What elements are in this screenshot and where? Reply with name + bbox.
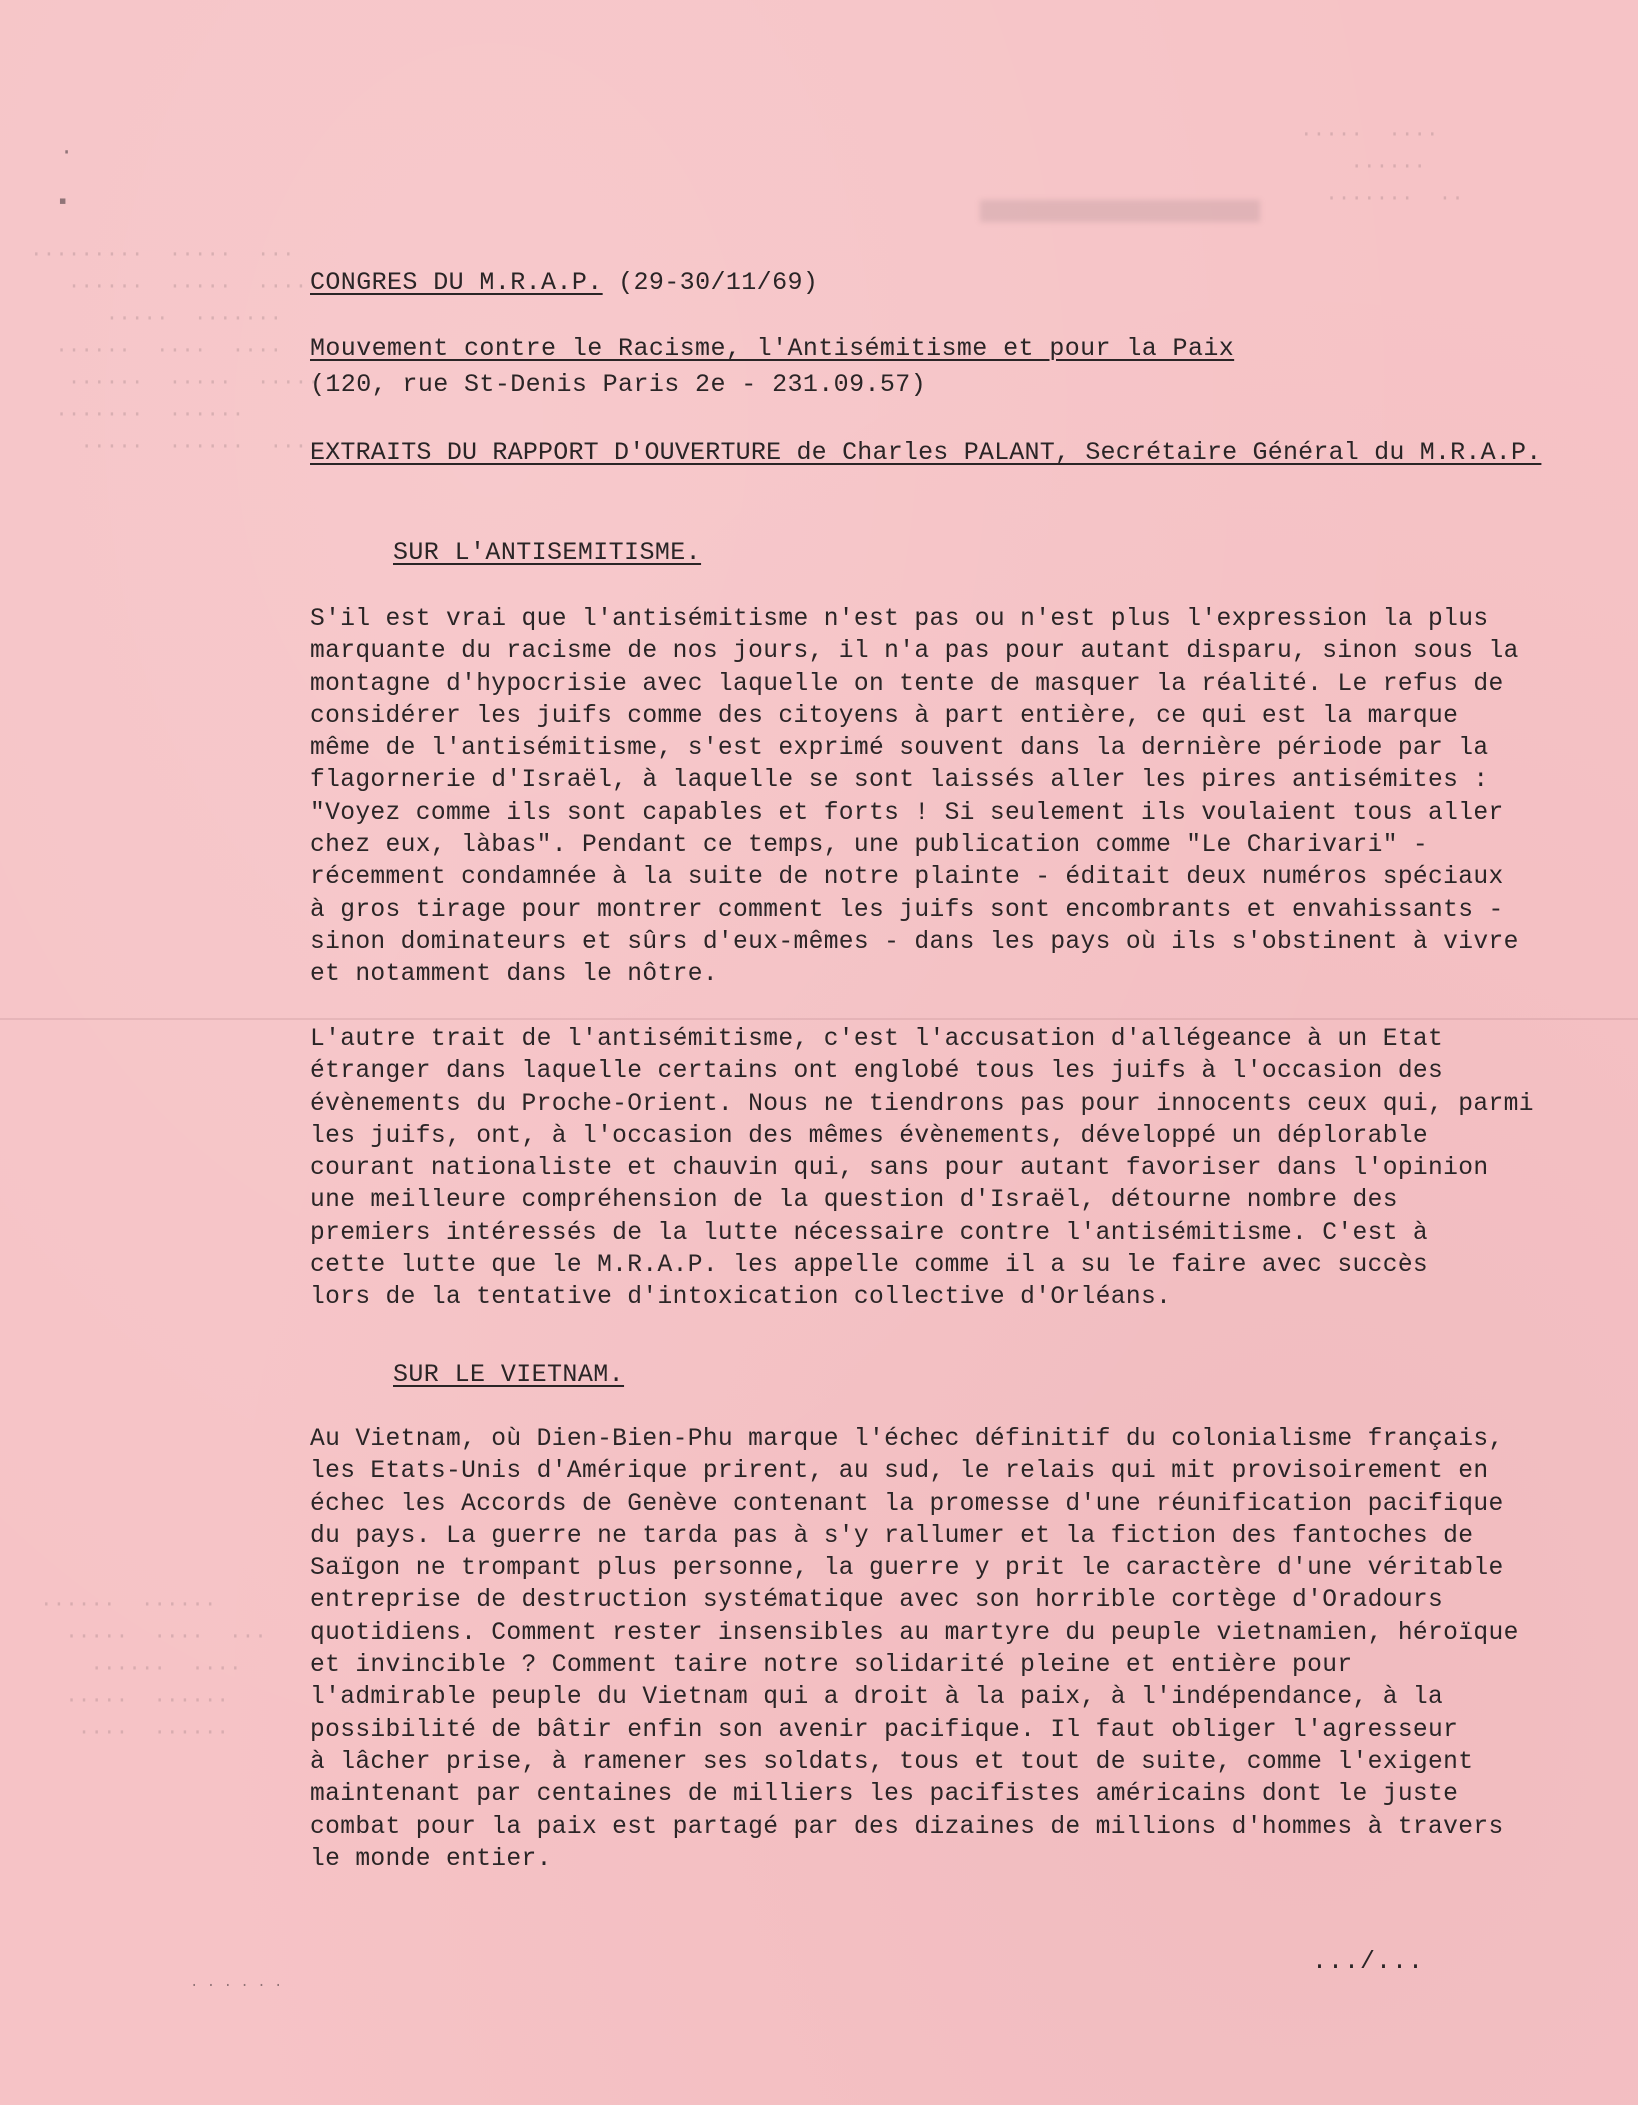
text-line: et notamment dans le nôtre. xyxy=(310,961,718,989)
show-through-left-lower: ······ ······ ····· ···· ··· ······ ···· ····· ······ ···· ······ xyxy=(40,1594,267,1745)
text-line: quotidiens. Comment rester insensibles au martyre du peuple vietnamien, héroïque xyxy=(310,1619,1519,1647)
address: (120, rue St-Denis Paris 2e - 231.09.57) xyxy=(310,370,927,399)
text-line: possibilité de bâtir enfin son avenir pacifique. Il faut obliger l'agresseur xyxy=(310,1716,1459,1744)
congress-title: CONGRES DU M.R.A.P. xyxy=(310,268,603,297)
margin-mark: ▪ xyxy=(56,190,70,215)
text-line: "Voyez comme ils sont capables et forts ! Si seulement ils voulaient tous aller xyxy=(310,799,1504,827)
text-line: à lâcher prise, à ramener ses soldats, tous et tout de suite, comme l'exigent xyxy=(310,1748,1474,1776)
margin-mark: · xyxy=(60,140,74,165)
congress-dates: (29-30/11/69) xyxy=(618,268,819,297)
text-line: entreprise de destruction systématique avec son horrible cortège d'Oradours xyxy=(310,1587,1444,1615)
text-line: considérer les juifs comme des citoyens à part entière, ce qui est la marque xyxy=(310,702,1459,730)
text-line: et invincible ? Comment taire notre solidarité pleine et entière pour xyxy=(310,1652,1353,1680)
text-line: sinon dominateurs et sûrs d'eux-mêmes - dans les pays où ils s'obstinent à vivre xyxy=(310,928,1519,956)
text-line: combat pour la paix est partagé par des dizaines de millions d'hommes à travers xyxy=(310,1813,1504,1841)
text-line: une meilleure compréhension de la question d'Israël, détourne nombre des xyxy=(310,1187,1398,1215)
text-line: évènements du Proche-Orient. Nous ne tiendrons pas pour innocents ceux qui, parmi xyxy=(310,1090,1534,1118)
text-line: les Etats-Unis d'Amérique prirent, au sud, le relais qui mit provisoirement en xyxy=(310,1458,1489,1486)
text-line: montagne d'hypocrisie avec laquelle on tente de masquer la réalité. Le refus de xyxy=(310,670,1504,698)
section-title-vietnam: SUR LE VIETNAM. xyxy=(393,1360,625,1389)
text-line: courant nationaliste et chauvin qui, sans pour autant favoriser dans l'opinion xyxy=(310,1155,1489,1183)
movement-name: Mouvement contre le Racisme, l'Antisémitisme et pour la Paix xyxy=(310,334,1235,363)
text-line: chez eux, làbas". Pendant ce temps, une publication comme "Le Charivari" - xyxy=(310,832,1429,860)
text-line: L'autre trait de l'antisémitisme, c'est l'accusation d'allégeance à un Etat xyxy=(310,1026,1444,1053)
paragraph-antisemitisme-2 xyxy=(310,1024,1580,1315)
text-line: maintenant par centaines de milliers les pacifistes américains dont le juste xyxy=(310,1781,1459,1809)
section-title-antisemitisme: SUR L'ANTISEMITISME. xyxy=(393,538,702,567)
text-line: S'il est vrai que l'antisémitisme n'est pas ou n'est plus l'expression la plus xyxy=(310,606,1489,633)
text-line: l'admirable peuple du Vietnam qui a droit à la paix, à l'indépendance, à la xyxy=(310,1684,1444,1712)
continuation-mark: .../... xyxy=(1312,1947,1425,1976)
text-line: les juifs, ont, à l'occasion des mêmes évènements, développé un déplorable xyxy=(310,1122,1429,1150)
paragraph-antisemitisme-1 xyxy=(310,604,1580,992)
page-fold xyxy=(0,1018,1638,1020)
text-line: premiers intéressés de la lutte nécessaire contre l'antisémitisme. C'est à xyxy=(310,1219,1429,1247)
text-line: à gros tirage pour montrer comment les juifs sont encombrants et envahissants - xyxy=(310,896,1504,924)
text-line: même de l'antisémitisme, s'est exprimé souvent dans la dernière période par la xyxy=(310,735,1489,763)
ink-smudge xyxy=(980,200,1260,222)
text-line: marquante du racisme de nos jours, il n'a pas pour autant disparu, sinon sous la xyxy=(310,638,1519,666)
show-through-left: ········· ····· ··· ······ ····· ···· ····· ······· ······ ···· ···· · ······ ····· ····· ······· ······ ····· ······ ···· xyxy=(30,244,320,459)
text-line: récemment condamnée à la suite de notre plainte - éditait deux numéros spéciaux xyxy=(310,864,1504,892)
show-through-right: ····· ···· ······ ······· ·· xyxy=(1300,124,1464,211)
text-line: cette lutte que le M.R.A.P. les appelle comme il a su le faire avec succès xyxy=(310,1252,1429,1280)
text-line: étranger dans laquelle certains ont englobé tous les juifs à l'occasion des xyxy=(310,1058,1444,1086)
paragraph-vietnam xyxy=(310,1424,1580,1876)
congress-line xyxy=(310,268,818,297)
text-line: Au Vietnam, où Dien-Bien-Phu marque l'échec définitif du colonialisme français, xyxy=(310,1426,1504,1453)
text-line: le monde entier. xyxy=(310,1845,552,1873)
report-title: EXTRAITS DU RAPPORT D'OUVERTURE de Charles PALANT, Secrétaire Général du M.R.A.P. xyxy=(310,438,1542,467)
text-line: lors de la tentative d'intoxication collective d'Orléans. xyxy=(310,1284,1172,1312)
text-line: du pays. La guerre ne tarda pas à s'y rallumer et la fiction des fantoches de xyxy=(310,1522,1474,1550)
text-line: Saïgon ne trompant plus personne, la guerre y prit le caractère d'une véritable xyxy=(310,1555,1504,1583)
text-line: échec les Accords de Genève contenant la promesse d'une réunification pacifique xyxy=(310,1490,1504,1518)
margin-mark: · · · · · · xyxy=(190,1978,283,1994)
text-line: flagornerie d'Israël, à laquelle se sont laissés aller les pires antisémites : xyxy=(310,767,1489,795)
